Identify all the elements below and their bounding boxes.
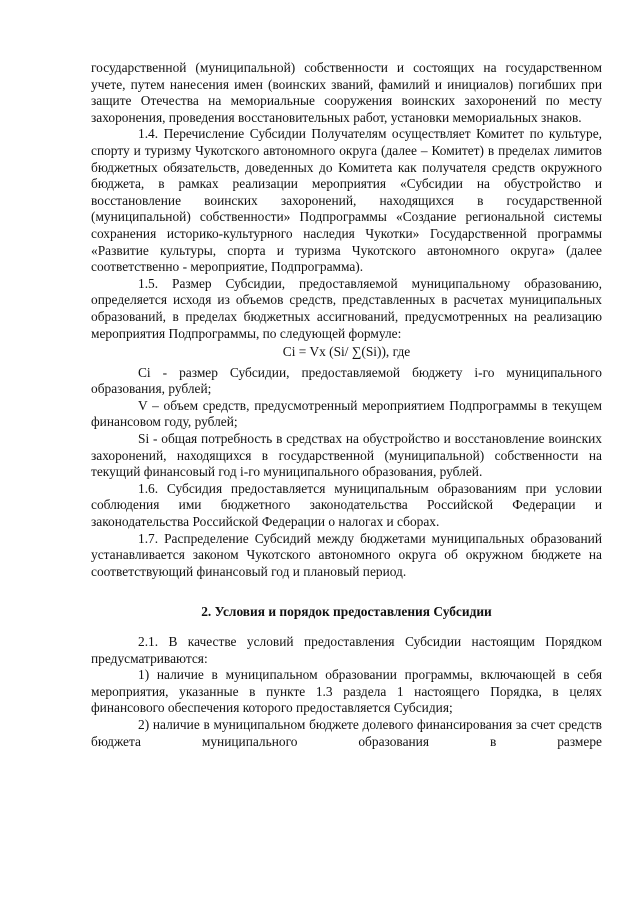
condition-item-1: 1) наличие в муниципальном образовании программы, включающей в себя мероприятия, указанные в пункте 1.3 раздела 1 настоящего Порядка, в целях финансового обеспечения которого предоставляется Субсидия; xyxy=(91,667,602,716)
document-page xyxy=(91,60,602,750)
definition-ci: Ci - размер Субсидии, предоставляемой бюджету i-го муниципального образования, рублей; xyxy=(91,364,602,397)
section-2-heading: 2. Условия и порядок предоставления Субсидии xyxy=(201,604,492,620)
paragraph-1-7: 1.7. Распределение Субсидий между бюджетами муниципальных образований устанавливается законом Чукотского автономного округа об окружном бюджете на соответствующий финансовый год и плановый период. xyxy=(91,530,602,579)
paragraph-1-4: 1.4. Перечисление Субсидии Получателям осуществляет Комитет по культуре, спорту и туризму Чукотского автономного округа (далее – Комитет) в пределах лимитов бюджетных обязательств, доведенных до Комитета как получателя средств окружного бюджета, в рамках реализации мероприятия «Субсидии на обустройство и восстановление воинских захоронений, находящихся в государственной (муниципальной) собственности» Подпрограммы «Создание региональной системы сохранения историко-культурного наследия Чукотки» Государственной программы «Развитие культуры, спорта и туризма Чукотского автономного округа» (далее соответственно - мероприятие, Подпрограмма). xyxy=(91,126,602,275)
paragraph-1-6: 1.6. Субсидия предоставляется муниципальным образованиям при условии соблюдения ими бюджетного законодательства Российской Федерации и законодательства Российской Федерации о налогах и сборах. xyxy=(91,480,602,530)
paragraph-1-5: 1.5. Размер Субсидии, предоставляемой муниципальному образованию, определяется исходя из объемов средств, представленных в расчетах муниципальных образований, в пределах бюджетных ассигнований, предусмотренных на реализацию мероприятия Подпрограммы, по следующей формуле: xyxy=(91,275,602,341)
subsidy-formula: Ci = Vx (Si/ ∑(Si)), где xyxy=(282,344,411,360)
paragraph-continuation: государственной (муниципальной) собственности и состоящих на государственном учете, путем нанесения имен (воинских званий, фамилий и инициалов) погибших при защите Отечества на мемориальные сооружения воинских захоронений по месту захоронения, проведения восстановительных работ, установки мемориальных знаков. xyxy=(91,60,602,125)
condition-item-2: 2) наличие в муниципальном бюджете долевого финансирования за счет средств бюджета муниципального образования в размере xyxy=(91,716,602,749)
definition-v: V – объем средств, предусмотренный мероприятием Подпрограммы в текущем финансовом году, рублей; xyxy=(91,397,602,430)
paragraph-2-1: 2.1. В качестве условий предоставления Субсидии настоящим Порядком предусматриваются: xyxy=(91,634,602,666)
definition-si: Si - общая потребность в средствах на обустройство и восстановление воинских захоронений, находящихся в государственной (муниципальной) собственности на текущий финансовый год i-го муниципального образования, рублей. xyxy=(91,431,602,480)
